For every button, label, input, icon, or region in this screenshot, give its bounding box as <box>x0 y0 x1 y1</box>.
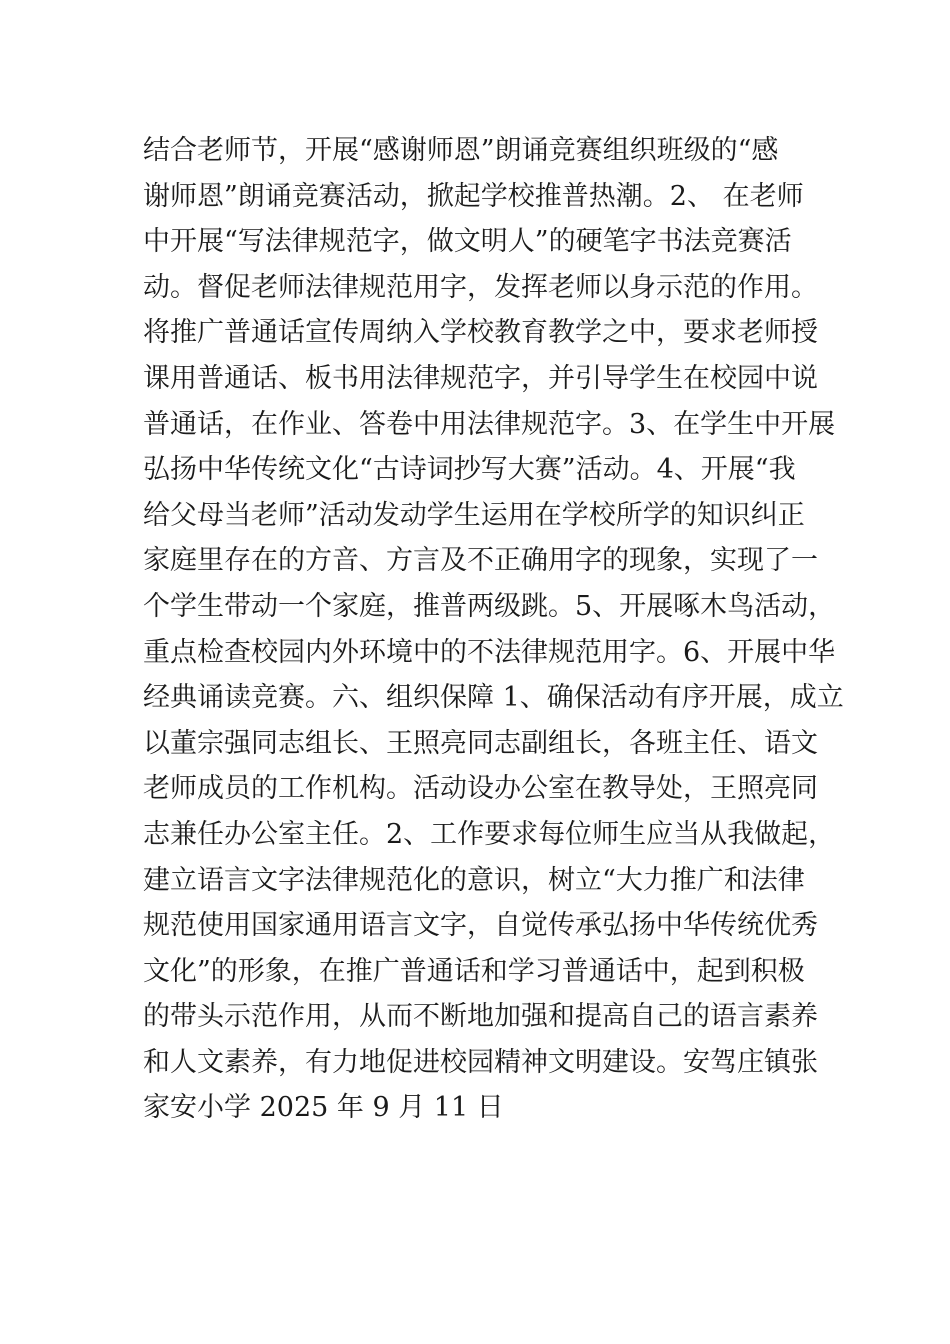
text-line-11: 个学生带动一个家庭，推普两级跳。5、开展啄木鸟活动， <box>143 590 836 622</box>
text-line-16: 志兼任办公室主任。2、工作要求每位师生应当从我做起， <box>143 818 836 850</box>
text-line-21: 和人文素养，有力地促进校园精神文明建设。安驾庄镇张 <box>143 1046 818 1078</box>
text-line-9: 给父母当老师”活动发动学生运用在学校所学的知识纠正 <box>143 499 805 531</box>
text-line-13: 经典诵读竞赛。六、组织保障 1、确保活动有序开展，成立 <box>143 682 844 714</box>
text-line-5: 将推广普通话宣传周纳入学校教育教学之中，要求老师授 <box>143 317 818 349</box>
text-line-18: 规范使用国家通用语言文字，自觉传承弘扬中华传统优秀 <box>143 910 818 942</box>
text-line-10: 家庭里存在的方音、方言及不正确用字的现象，实现了一 <box>143 545 818 577</box>
text-line-6: 课用普通话、板书用法律规范字，并引导学生在校园中说 <box>143 362 818 394</box>
text-line-14: 以董宗强同志组长、王照亮同志副组长，各班主任、语文 <box>143 727 818 759</box>
text-line-1: 结合老师节，开展“感谢师恩”朗诵竞赛组织班级的“感 <box>143 135 779 166</box>
document-body <box>143 128 844 1131</box>
text-line-8: 弘扬中华传统文化“古诗词抄写大赛”活动。4、开展“我 <box>143 454 796 486</box>
text-line-4: 动。督促老师法律规范用字，发挥老师以身示范的作用。 <box>143 271 818 303</box>
text-line-17: 建立语言文字法律规范化的意识，树立“大力推广和法律 <box>143 864 805 896</box>
text-line-2: 谢师恩”朗诵竞赛活动，掀起学校推普热潮。2、 在老师 <box>143 180 804 212</box>
text-line-15: 老师成员的工作机构。活动设办公室在教导处，王照亮同 <box>143 773 818 805</box>
text-line-3: 中开展“写法律规范字，做文明人”的硬笔字书法竞赛活 <box>143 226 792 258</box>
text-line-7: 普通话，在作业、答卷中用法律规范字。3、在学生中开展 <box>143 408 836 440</box>
text-line-22: 家安小学 2025 年 9 月 11 日 <box>143 1092 504 1124</box>
text-line-20: 的带头示范作用，从而不断地加强和提高自己的语言素养 <box>143 1001 818 1033</box>
text-line-12: 重点检查校园内外环境中的不法律规范用字。6、开展中华 <box>143 636 836 668</box>
text-line-19: 文化”的形象，在推广普通话和学习普通话中，起到积极 <box>143 955 805 987</box>
